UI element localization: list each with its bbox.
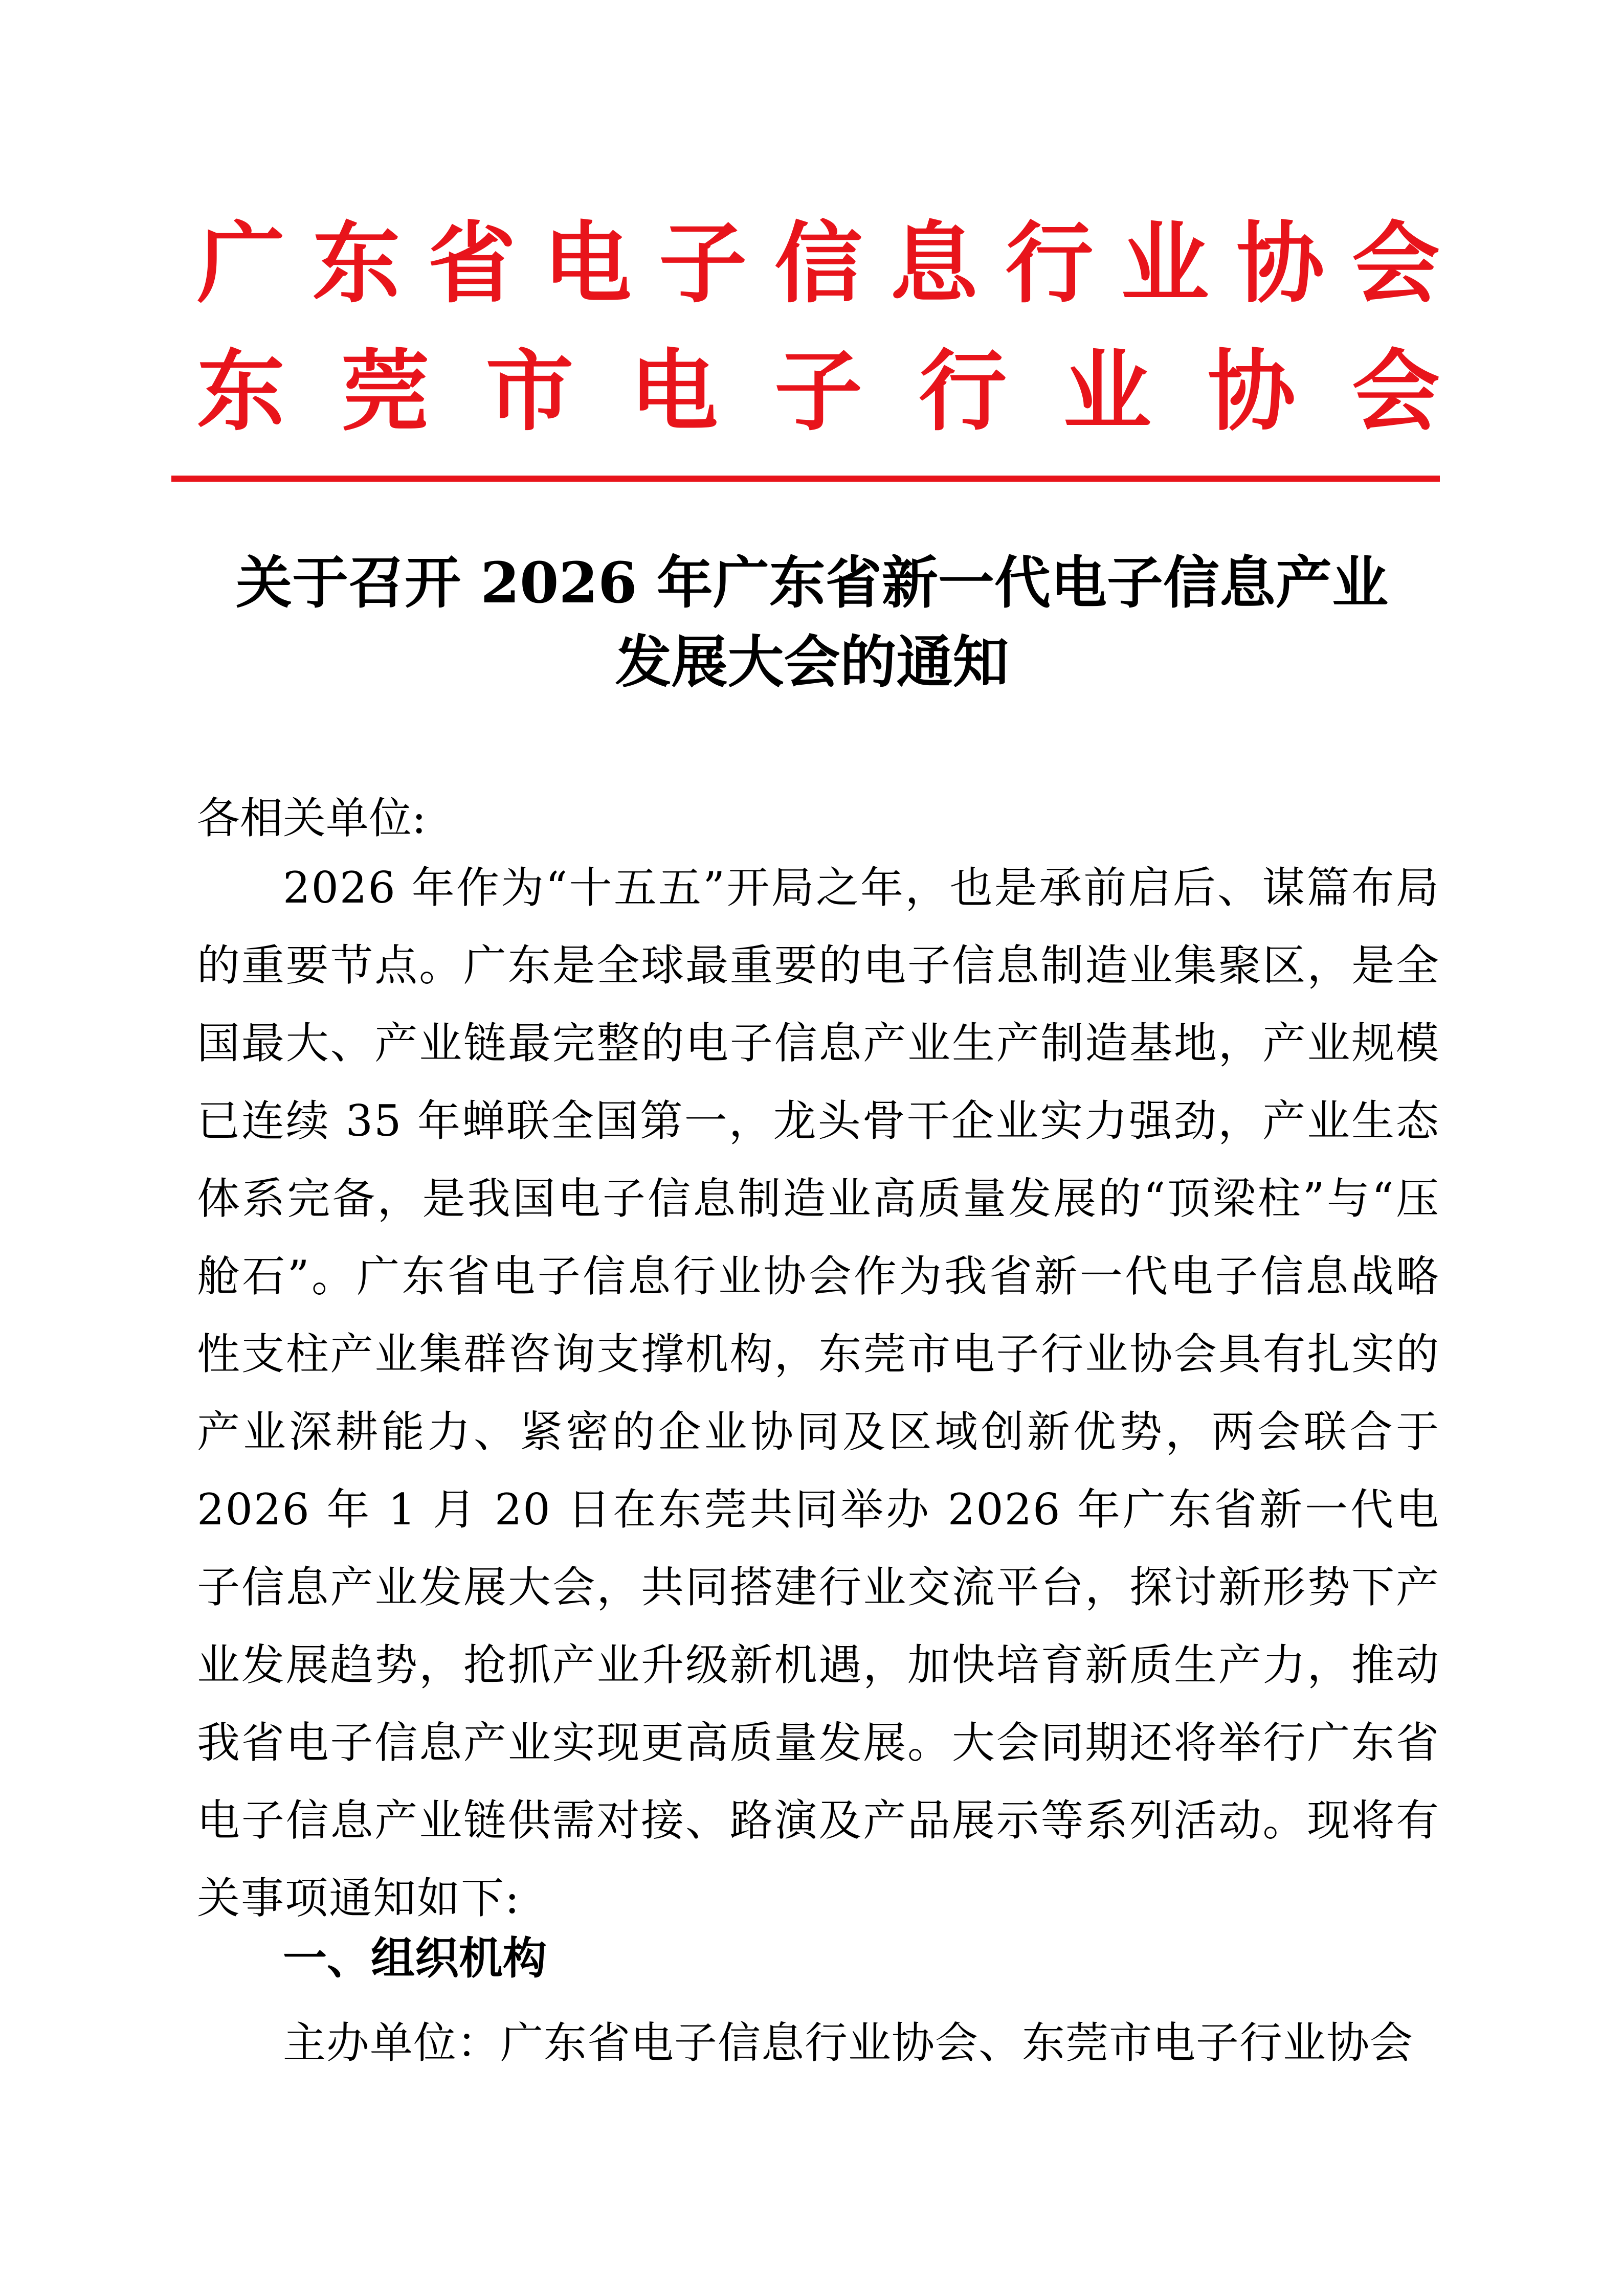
letterhead-char: 行 — [919, 339, 1007, 443]
letterhead-char: 东 — [197, 339, 285, 443]
letterhead-char: 市 — [485, 339, 574, 443]
letterhead-char: 子 — [774, 339, 862, 443]
document-title-line-1: 关于召开 2026 年广东省新一代电子信息产业 — [236, 550, 1388, 616]
letterhead-char: 协 — [1236, 211, 1325, 315]
body-paragraph: 2026 年作为“十五五”开局之年，也是承前启后、谋篇布局的重要节点。广东是全球最重要的电子信息制造业集聚区，是全国最大、产业链最完整的电子信息产业生产制造基地，产业规模已连续 35 年蝉联全国第一，龙头骨干企业实力强劲，产业生态体系完备，是我国电子信息制造业高质量发展的“顶梁柱”与“压舱石”。广东省电子信息行业协会作为我省新一代电子信息战略性支柱产业集群咨询支撑机构，东莞市电子行业协会具有扎实的产业深耕能力、紧密的企业协同及区域创新优势，两会联合于 2026 年 1 月 20 日在东莞共同举办 2026 年广东省新一代电子信息产业发展大会，共同搭建行业交流平台，探讨新形势下产业发展趋势，抢抓产业升级新机遇，加快培育新质生产力，推动我省电子信息产业实现更高质量发展。大会同期还将举行广东省电子信息产业链供需对接、路演及产品展示等系列活动。现将有关事项通知如下: — [197, 863, 1440, 1923]
document-title-line-2: 发展大会的通知 — [615, 629, 1009, 695]
letterhead-char: 信 — [774, 211, 862, 315]
letterhead-char: 省 — [428, 211, 516, 315]
letterhead-issuer-dongguan — [197, 330, 1440, 453]
letterhead-char: 协 — [1207, 339, 1296, 443]
letterhead-char: 会 — [1351, 211, 1440, 315]
letterhead-char: 电 — [630, 339, 718, 443]
letterhead-char: 息 — [889, 211, 978, 315]
letterhead-divider — [171, 476, 1440, 482]
section-heading-organization: 一、组织机构 — [283, 1933, 547, 1984]
letterhead-char: 东 — [312, 211, 401, 315]
organizer-line: 主办单位：广东省电子信息行业协会、东莞市电子行业协会 — [283, 2018, 1414, 2068]
letterhead-issuer-guangdong — [197, 202, 1440, 325]
letterhead-char: 业 — [1121, 211, 1209, 315]
salutation: 各相关单位: — [197, 793, 427, 843]
letterhead-char: 行 — [1005, 211, 1094, 315]
letterhead-char: 会 — [1352, 339, 1440, 443]
letterhead-char: 广 — [197, 211, 285, 315]
letterhead-char: 电 — [543, 211, 632, 315]
letterhead-char: 业 — [1063, 339, 1151, 443]
letterhead-char: 莞 — [341, 339, 430, 443]
letterhead-char: 子 — [659, 211, 747, 315]
